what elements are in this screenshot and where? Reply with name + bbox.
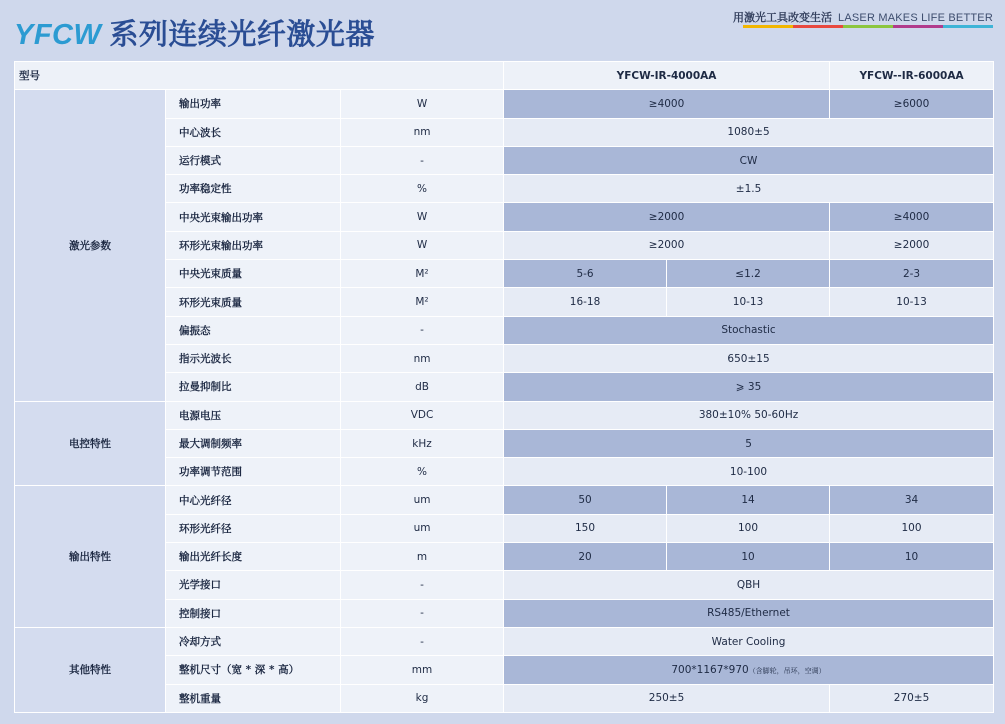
param-unit: %: [341, 458, 504, 486]
param-name: 最大调制频率: [166, 429, 341, 457]
param-unit: nm: [341, 344, 504, 372]
model-label: 型号: [15, 62, 504, 90]
param-name: 整机重量: [166, 684, 341, 712]
page-title: [14, 12, 375, 53]
value-4000-b: 14: [667, 486, 830, 514]
value-4000-b: ≤1.2: [667, 260, 830, 288]
param-name: 输出光纤长度: [166, 543, 341, 571]
param-unit: W: [341, 203, 504, 231]
dimension-note: （含脚轮，吊环，空调）: [748, 666, 826, 675]
value-4000: ≥2000: [504, 231, 830, 259]
value-4000: ≥4000: [504, 90, 830, 118]
value-4000: ≥2000: [504, 203, 830, 231]
value-4000-a: 20: [504, 543, 667, 571]
param-unit: -: [341, 571, 504, 599]
param-unit: kHz: [341, 429, 504, 457]
stripe-cyan: [943, 25, 993, 28]
table-row: [15, 486, 994, 514]
param-unit: W: [341, 231, 504, 259]
param-name: 中心光纤径: [166, 486, 341, 514]
group-laser-params: 激光参数: [15, 90, 166, 401]
model-4000: YFCW-IR-4000AA: [504, 62, 830, 90]
stripe-yellow: [743, 25, 793, 28]
brand-logo-text: YFCW: [14, 19, 102, 51]
param-unit: kg: [341, 684, 504, 712]
color-stripe: [743, 25, 993, 28]
group-other: 其他特性: [15, 627, 166, 712]
param-unit: -: [341, 599, 504, 627]
param-name: 功率调节范围: [166, 458, 341, 486]
param-unit: -: [341, 146, 504, 174]
value-shared: ⩾ 35: [504, 373, 994, 401]
param-name: 电源电压: [166, 401, 341, 429]
param-unit: W: [341, 90, 504, 118]
param-name: 指示光波长: [166, 344, 341, 372]
spec-table: [14, 61, 994, 713]
value-shared: RS485/Ethernet: [504, 599, 994, 627]
param-unit: %: [341, 175, 504, 203]
value-4000-a: 5-6: [504, 260, 667, 288]
value-shared: [504, 656, 994, 684]
value-4000-b: 10: [667, 543, 830, 571]
value-6000: ≥4000: [830, 203, 994, 231]
model-6000: YFCW--IR-6000AA: [830, 62, 994, 90]
value-shared: Water Cooling: [504, 627, 994, 655]
title-cn: 系列连续光纤激光器: [109, 17, 375, 51]
dimension-value: 700*1167*970: [671, 663, 749, 676]
param-name: 输出功率: [166, 90, 341, 118]
value-shared: 5: [504, 429, 994, 457]
param-unit: nm: [341, 118, 504, 146]
param-unit: -: [341, 627, 504, 655]
table-header-row: [15, 62, 994, 90]
param-name: 偏振态: [166, 316, 341, 344]
stripe-magenta: [893, 25, 943, 28]
table-row: [15, 401, 994, 429]
group-electric: 电控特性: [15, 401, 166, 486]
param-name: 运行模式: [166, 146, 341, 174]
value-4000-b: 100: [667, 514, 830, 542]
value-shared: 380±10% 50-60Hz: [504, 401, 994, 429]
param-name: 中央光束质量: [166, 260, 341, 288]
param-unit: dB: [341, 373, 504, 401]
param-name: 光学接口: [166, 571, 341, 599]
param-name: 环形光束质量: [166, 288, 341, 316]
value-6000: 10: [830, 543, 994, 571]
stripe-green: [843, 25, 893, 28]
value-6000: 270±5: [830, 684, 994, 712]
param-name: 中央光束输出功率: [166, 203, 341, 231]
value-shared: CW: [504, 146, 994, 174]
value-shared: 1080±5: [504, 118, 994, 146]
param-name: 环形光纤径: [166, 514, 341, 542]
value-shared: ±1.5: [504, 175, 994, 203]
slogan-en: LASER MAKES LIFE BETTER: [838, 12, 993, 24]
value-4000: 250±5: [504, 684, 830, 712]
value-shared: 650±15: [504, 344, 994, 372]
value-4000-b: 10-13: [667, 288, 830, 316]
param-unit: M²: [341, 288, 504, 316]
group-output: 输出特性: [15, 486, 166, 627]
param-name: 冷却方式: [166, 627, 341, 655]
param-unit: M²: [341, 260, 504, 288]
value-shared: 10-100: [504, 458, 994, 486]
value-shared: Stochastic: [504, 316, 994, 344]
table-row: [15, 90, 994, 118]
param-name: 整机尺寸（宽 * 深 * 高）: [166, 656, 341, 684]
param-unit: m: [341, 543, 504, 571]
value-6000: 100: [830, 514, 994, 542]
param-name: 环形光束输出功率: [166, 231, 341, 259]
param-unit: -: [341, 316, 504, 344]
param-unit: um: [341, 514, 504, 542]
value-6000: 10-13: [830, 288, 994, 316]
value-4000-a: 16-18: [504, 288, 667, 316]
param-name: 中心波长: [166, 118, 341, 146]
value-6000: 34: [830, 486, 994, 514]
slogan: [733, 9, 993, 25]
value-6000: 2-3: [830, 260, 994, 288]
table-row: [15, 627, 994, 655]
param-unit: mm: [341, 656, 504, 684]
value-shared: QBH: [504, 571, 994, 599]
param-unit: VDC: [341, 401, 504, 429]
param-name: 功率稳定性: [166, 175, 341, 203]
value-6000: ≥2000: [830, 231, 994, 259]
value-4000-a: 50: [504, 486, 667, 514]
value-4000-a: 150: [504, 514, 667, 542]
stripe-red: [793, 25, 843, 28]
param-name: 控制接口: [166, 599, 341, 627]
param-unit: um: [341, 486, 504, 514]
param-name: 拉曼抑制比: [166, 373, 341, 401]
value-6000: ≥6000: [830, 90, 994, 118]
slogan-cn: 用激光工具改变生活: [733, 11, 833, 24]
